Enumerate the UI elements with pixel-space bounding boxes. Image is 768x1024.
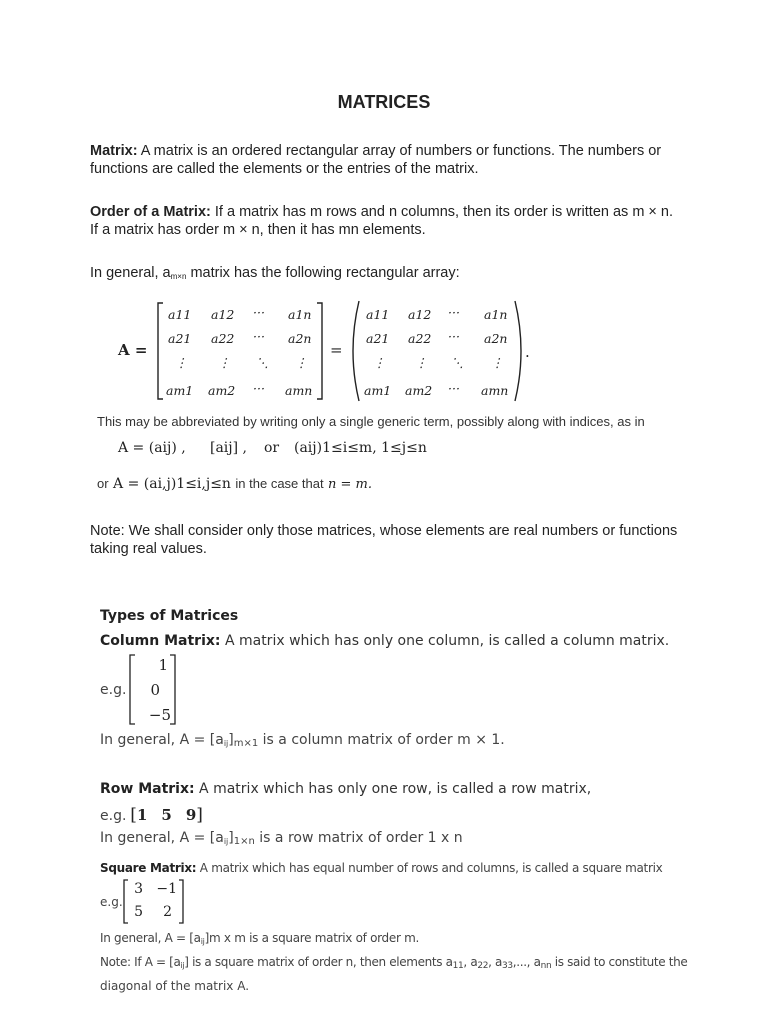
row-value-1: 1 [136, 806, 148, 824]
square-note [100, 955, 687, 971]
cell-r-am1: am1 [364, 383, 392, 398]
column-value-3: −5 [148, 706, 171, 724]
cell-a21: a21 [168, 331, 192, 346]
cell-r-dots-2: ··· [448, 329, 460, 344]
cell-r-amn: amn [481, 383, 509, 398]
matrix-figure [0, 295, 768, 407]
row-eg-label: e.g. [100, 808, 127, 824]
cell-r-a2n: a2n [484, 331, 508, 346]
matrix-lhs: A = [118, 341, 148, 359]
general-prefix: In general, a [90, 265, 171, 281]
or-prefix: or [97, 476, 109, 491]
note-paragraph: Note: We shall consider only those matrices, whose elements are real numbers or functions taking real values. [90, 523, 678, 557]
square-note-sub: ij [180, 961, 185, 970]
cell-dots-1: ··· [253, 305, 265, 320]
row-general-mid: ] [228, 830, 234, 846]
general-suffix: matrix has the following rectangular array: [186, 265, 460, 281]
row-general-prefix: In general, A = [a [100, 830, 224, 846]
abbrev-or-line [97, 475, 597, 493]
square-value-21: 5 [134, 904, 143, 920]
types-heading: Types of Matrices [100, 608, 239, 624]
formula-4: (aij)1≤i≤m, 1≤j≤n [294, 440, 427, 456]
cell-a12: a12 [211, 307, 235, 322]
column-general-sub1: ij [223, 739, 229, 748]
square-eg-label: e.g. [100, 895, 123, 909]
column-matrix-def [100, 633, 669, 649]
matrix-definition [90, 142, 680, 178]
row-matrix-text: A matrix which has only one row, is called a row matrix, [194, 781, 592, 797]
row-matrix-def [100, 781, 591, 797]
cell-r-am2: am2 [405, 383, 433, 398]
square-note-sep3: ,..., a [512, 955, 541, 969]
square-value-12: −1 [156, 881, 177, 897]
cell-r-vdots-3: ⋮ [491, 355, 504, 370]
column-value-1: 1 [158, 656, 168, 674]
column-general-mid: ] [228, 732, 234, 748]
cell-a1n: a1n [288, 307, 312, 322]
formula-1: A = (aij) , [118, 440, 186, 456]
page-title: MATRICES [337, 92, 431, 112]
square-note-e3: 33 [502, 961, 513, 971]
column-matrix-text: A matrix which has only one column, is called a column matrix. [220, 633, 670, 649]
square-matrix-label: Square Matrix: [100, 861, 197, 875]
row-bracket-left: [ [130, 805, 137, 825]
cell-r-a21: a21 [366, 331, 390, 346]
column-general-sub2: m×1 [233, 738, 259, 749]
square-matrix-text: A matrix which has equal number of rows and columns, is called a square matrix [196, 861, 663, 875]
general-statement [90, 264, 680, 286]
square-note-e1: 11 [452, 961, 464, 971]
cell-a11: a11 [168, 307, 192, 322]
column-general-prefix: In general, A = [a [100, 732, 224, 748]
cell-vdots-1: ⋮ [175, 355, 188, 370]
cell-vdots-2: ⋮ [218, 355, 231, 370]
matrix-definition-label: Matrix: [90, 143, 138, 159]
cell-dots-4: ··· [253, 381, 265, 396]
matrix-equals: = [330, 341, 343, 359]
cell-r-a22: a22 [408, 331, 432, 346]
square-note-e2: 22 [477, 961, 489, 971]
cell-dots-2: ··· [253, 329, 265, 344]
cell-r-a11: a11 [366, 307, 390, 322]
square-note-mid: ] is a square matrix of order n, then elements a [184, 955, 453, 969]
square-note-prefix: Note: If A = [a [100, 955, 181, 969]
formula-3: or [264, 440, 280, 456]
order-definition-label: Order of a Matrix: [90, 204, 211, 220]
square-note-e4: nn [540, 961, 552, 971]
square-value-11: 3 [134, 881, 143, 897]
cell-am2: am2 [208, 383, 236, 398]
cell-ddots: ⋱ [256, 355, 269, 370]
column-general-suffix: is a column matrix of order m × 1. [258, 732, 505, 748]
square-note-end: is said to constitute the [551, 955, 688, 969]
square-matrix-def [100, 861, 662, 875]
order-definition-text: If a matrix has m rows and n columns, then its order is written as m × n. If a matrix has order m × n, then it has mn elements. [90, 204, 674, 238]
square-general-sub: ij [200, 937, 205, 946]
row-general [100, 830, 463, 847]
cell-am1: am1 [166, 383, 194, 398]
or-formula: A = (ai,j)1≤i,j≤n [113, 476, 231, 492]
column-general [100, 732, 505, 749]
row-bracket-right: ] [196, 805, 203, 825]
cell-r-vdots-2: ⋮ [415, 355, 428, 370]
column-matrix-label: Column Matrix: [100, 633, 221, 649]
square-general-suffix: ]m x m is a square matrix of order m. [204, 931, 419, 945]
matrix-definition-text: A matrix is an ordered rectangular array of numbers or functions. The numbers or functions are called the elements or the entries of the matrix. [90, 143, 662, 177]
square-note-sep1: , a [463, 955, 478, 969]
square-general-prefix: In general, A = [a [100, 931, 201, 945]
column-value-2: 0 [150, 681, 160, 699]
cell-vdots-3: ⋮ [295, 355, 308, 370]
row-matrix-label: Row Matrix: [100, 781, 195, 797]
cell-a22: a22 [211, 331, 235, 346]
cell-r-dots-4: ··· [448, 381, 460, 396]
matrix-period: . [525, 343, 530, 361]
square-general [100, 931, 419, 946]
general-subscript: m×n [170, 272, 187, 281]
square-note-sep2: , a [488, 955, 503, 969]
or-condition: n = m. [328, 477, 373, 492]
column-eg-label: e.g. [100, 682, 127, 698]
row-matrix-example [100, 805, 203, 825]
formula-2: [aij] , [210, 440, 247, 456]
cell-r-a1n: a1n [484, 307, 508, 322]
cell-a2n: a2n [288, 331, 312, 346]
cell-r-a12: a12 [408, 307, 432, 322]
abbrev-text: This may be abbreviated by writing only a single generic term, possibly along with indices, as in [97, 414, 645, 429]
cell-r-ddots: ⋱ [451, 355, 464, 370]
cell-amn: amn [285, 383, 313, 398]
cell-r-dots-1: ··· [448, 305, 460, 320]
row-value-2: 5 [161, 806, 172, 824]
square-note-line2: diagonal of the matrix A. [100, 979, 250, 993]
square-value-22: 2 [163, 904, 172, 920]
order-definition [90, 203, 680, 239]
cell-r-vdots-1: ⋮ [373, 355, 386, 370]
or-suffix: in the case that [235, 476, 324, 491]
row-general-suffix: is a row matrix of order 1 x n [254, 830, 463, 846]
row-value-3: 9 [185, 806, 197, 824]
row-general-sub1: ij [223, 837, 229, 846]
row-general-sub2: 1×n [233, 836, 255, 847]
